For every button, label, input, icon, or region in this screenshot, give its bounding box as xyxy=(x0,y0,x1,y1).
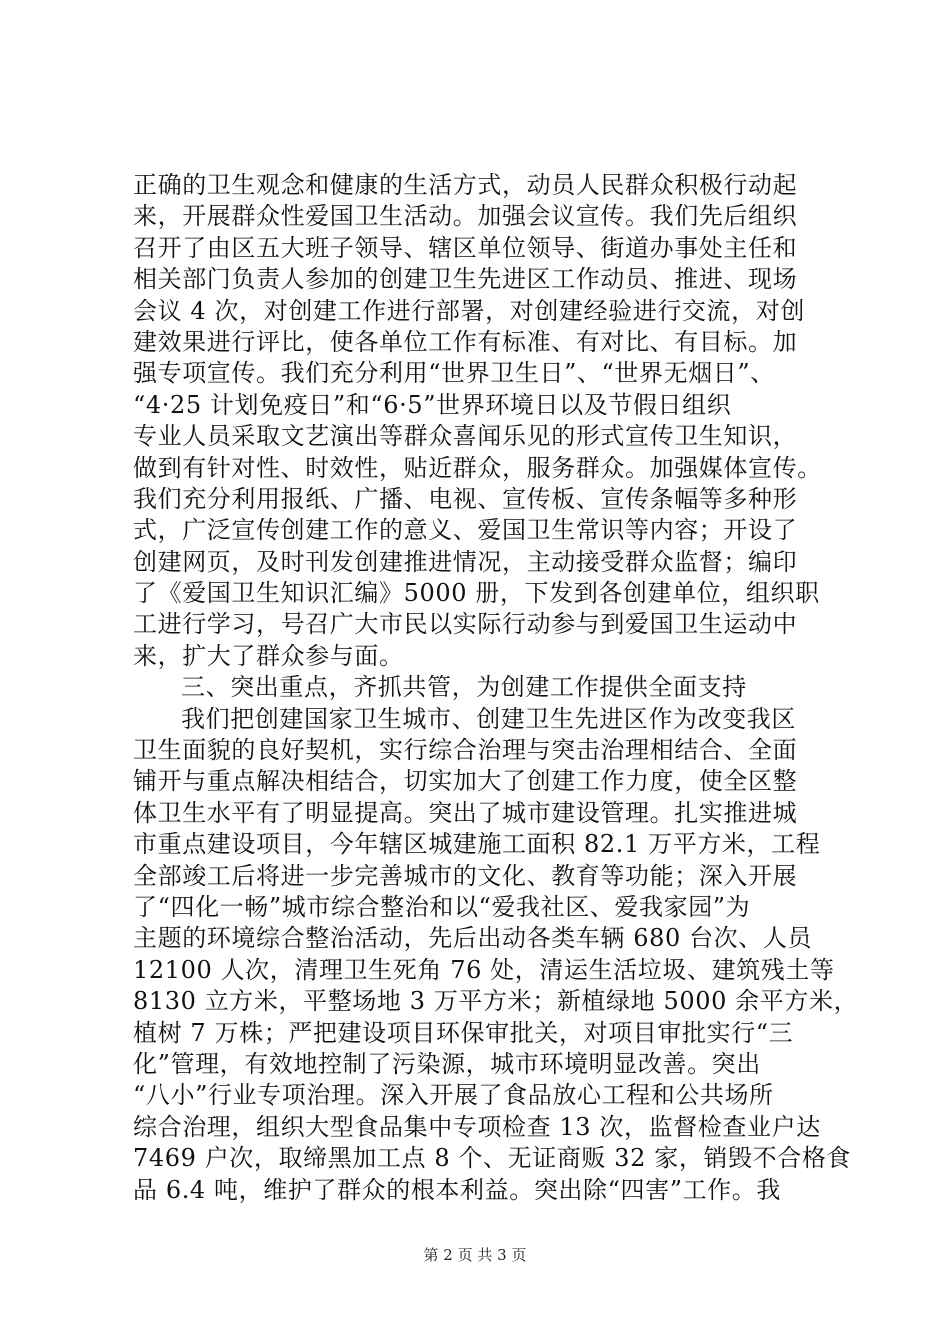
text-line: 了“四化一畅”城市综合整治和以“爱我社区、爱我家园”为 xyxy=(133,892,751,921)
text-line: 式，广泛宣传创建工作的意义、爱国卫生常识等内容；开设了 xyxy=(133,516,798,545)
text-line: 市重点建设项目，今年辖区城建施工面积 82.1 万平方米，工程 xyxy=(133,830,821,859)
text-line: 工进行学习，号召广大市民以实际行动参与到爱国卫生运动中 xyxy=(133,610,798,639)
text-line: 我们把创建国家卫生城市、创建卫生先进区作为改变我区 xyxy=(181,704,796,733)
text-line: 建效果进行评比，使各单位工作有标准、有对比、有目标。加 xyxy=(133,327,798,356)
text-line: “4·25 计划免疫日”和“6·5”世界环境日以及节假日组织 xyxy=(133,390,732,419)
text-line: 来，开展群众性爱国卫生活动。加强会议宣传。我们先后组织 xyxy=(133,202,798,231)
text-line: 综合治理，组织大型食品集中专项检查 13 次，监督检查业户达 xyxy=(133,1112,821,1141)
text-line: 召开了由区五大班子领导、辖区单位领导、街道办事处主任和 xyxy=(133,233,798,262)
text-line: 三、突出重点，齐抓共管，为创建工作提供全面支持 xyxy=(181,673,747,702)
text-line: 专业人员采取文艺演出等群众喜闻乐见的形式宣传卫生知识， xyxy=(133,422,798,451)
text-line: 铺开与重点解决相结合，切实加大了创建工作力度，使全区整 xyxy=(133,767,798,796)
document-body xyxy=(133,170,859,1206)
text-line: 主题的环境综合整治活动，先后出动各类车辆 680 台次、人员 xyxy=(133,924,813,953)
text-line: 化”管理，有效地控制了污染源，城市环境明显改善。突出 xyxy=(133,1049,761,1078)
text-line: 8130 立方米，平整场地 3 万平方米；新植绿地 5000 余平方米， xyxy=(133,987,859,1016)
text-line: 卫生面貌的良好契机，实行综合治理与突击治理相结合、全面 xyxy=(133,736,798,765)
text-line: 相关部门负责人参加的创建卫生先进区工作动员、推进、现场 xyxy=(133,265,798,294)
text-line: 12100 人次，清理卫生死角 76 处，清运生活垃圾、建筑残土等 xyxy=(133,955,835,984)
text-line: 7469 户次，取缔黑加工点 8 个、无证商贩 32 家，销毁不合格食 xyxy=(133,1144,852,1173)
text-line: 植树 7 万株；严把建设项目环保审批关，对项目审批实行“三 xyxy=(133,1018,794,1047)
text-line: 做到有针对性、时效性，贴近群众，服务群众。加强媒体宣传。 xyxy=(133,453,822,482)
text-line: 会议 4 次，对创建工作进行部署，对创建经验进行交流，对创 xyxy=(133,296,805,325)
text-line: 正确的卫生观念和健康的生活方式，动员人民群众积极行动起 xyxy=(133,171,798,199)
text-line: 我们充分利用报纸、广播、电视、宣传板、宣传条幅等多种形 xyxy=(133,484,798,513)
page-footer: 第 2 页 共 3 页 xyxy=(423,1246,527,1264)
text-line: 全部竣工后将进一步完善城市的文化、教育等功能；深入开展 xyxy=(133,861,798,890)
text-line: 强专项宣传。我们充分利用“世界卫生日”、“世界无烟日”、 xyxy=(133,359,775,388)
text-line: 创建网页，及时刊发创建推进情况，主动接受群众监督；编印 xyxy=(133,547,798,576)
text-line: 体卫生水平有了明显提高。突出了城市建设管理。扎实推进城 xyxy=(133,798,798,827)
text-line: 了《爱国卫生知识汇编》5000 册，下发到各创建单位，组织职 xyxy=(133,579,820,608)
text-line: “八小”行业专项治理。深入开展了食品放心工程和公共场所 xyxy=(133,1081,774,1110)
text-line: 品 6.4 吨，维护了群众的根本利益。突出除“四害”工作。我 xyxy=(133,1175,781,1204)
text-line: 来，扩大了群众参与面。 xyxy=(133,641,404,670)
